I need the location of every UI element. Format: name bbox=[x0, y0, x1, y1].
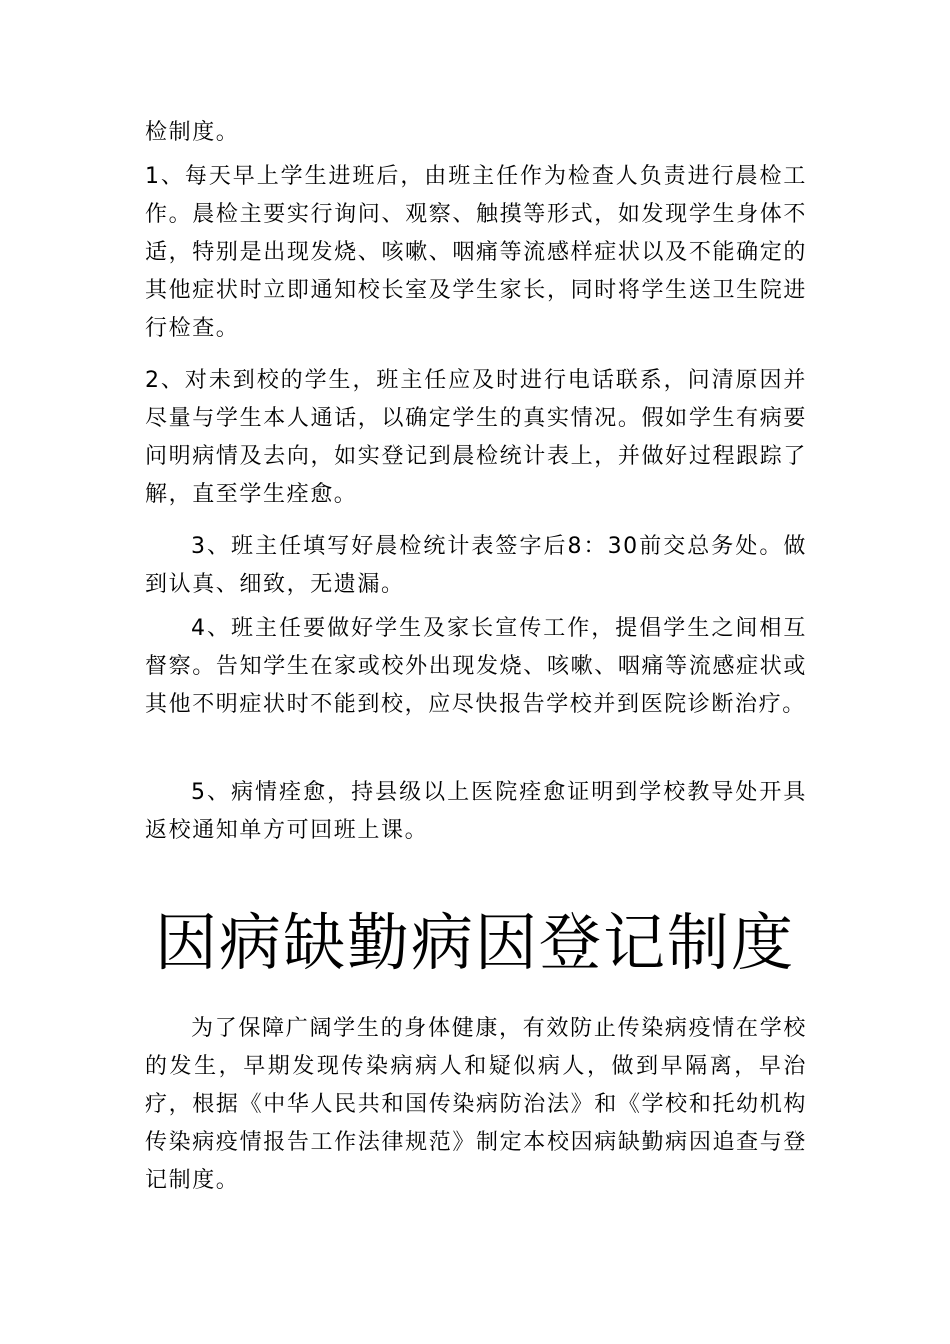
rule-item-3: 3、班主任填写好晨检统计表签字后8：30前交总务处。做到认真、细致，无遗漏。 bbox=[145, 534, 807, 597]
section-title: 因病缺勤病因登记制度 bbox=[154, 906, 795, 979]
rule-item-5: 5、病情痊愈，持县级以上医院痊愈证明到学校教导处开具返校通知单方可回班上课。 bbox=[145, 780, 807, 843]
rule-item-2: 2、对未到校的学生，班主任应及时进行电话联系，问清原因并尽量与学生本人通话，以确定学生的真实情况。假如学生有病要问明病情及去向，如实登记到晨检统计表上，并做好过程跟踪了解，直至学生痊愈。 bbox=[145, 368, 807, 507]
intro-paragraph: 为了保障广阔学生的身体健康，有效防止传染病疫情在学校的发生，早期发现传染病病人和疑似病人，做到早隔离，早治疗，根据《中华人民共和国传染病防治法》和《学校和托幼机构传染病疫情报告工作法律规范》制定本校因病缺勤病因追查与登记制度。 bbox=[145, 1016, 807, 1193]
continued-paragraph: 检制度。 bbox=[145, 120, 240, 145]
rule-item-1: 1、每天早上学生进班后，由班主任作为检查人负责进行晨检工作。晨检主要实行询问、观察、触摸等形式，如发现学生身体不适，特别是出现发烧、咳嗽、咽痛等流感样症状以及不能确定的其他症状时立即通知校长室及学生家长，同时将学生送卫生院进行检查。 bbox=[145, 164, 807, 341]
rule-item-4: 4、班主任要做好学生及家长宣传工作，提倡学生之间相互督察。告知学生在家或校外出现发烧、咳嗽、咽痛等流感症状或其他不明症状时不能到校，应尽快报告学校并到医院诊断治疗。 bbox=[145, 616, 807, 717]
